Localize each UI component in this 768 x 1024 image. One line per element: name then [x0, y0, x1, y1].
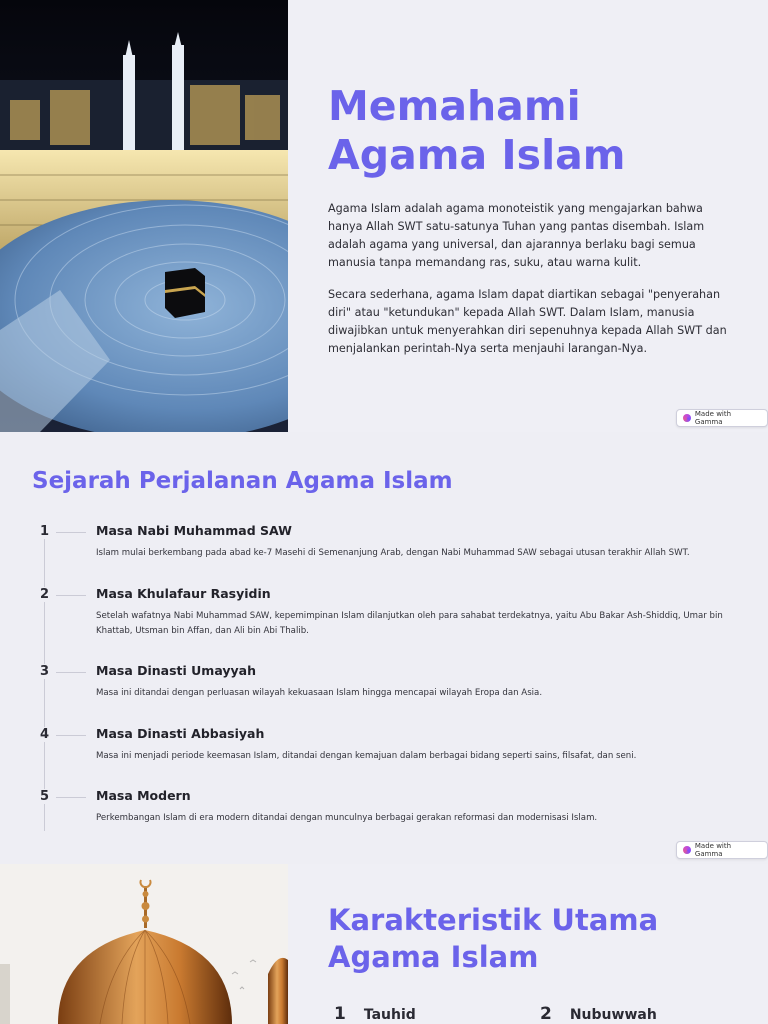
feature-item: [540, 1004, 657, 1024]
intro-body: [328, 200, 728, 358]
badge-label: Made with Gamma: [694, 842, 732, 858]
timeline-number: 1: [40, 524, 54, 539]
timeline-connector: [56, 532, 86, 533]
timeline-heading: Masa Nabi Muhammad SAW: [96, 523, 292, 538]
timeline-connector: [56, 735, 86, 736]
intro-paragraph-2: Secara sederhana, agama Islam dapat diartikan sebagai "penyerahan diri" atau "ketundukan" kepada Allah SWT. Dalam Islam, manusia diwajibkan untuk menyerahkan diri sepenuhnya kepada Allah SWT dan menjalankan perintah-Nya serta menjauhi larangan-Nya.: [328, 288, 727, 355]
section-title: Karakteristik Utama Agama Islam: [328, 903, 659, 974]
page-title: Memahami Agama Islam: [328, 82, 626, 179]
timeline-connector: [56, 672, 86, 673]
slide-characteristics: [0, 864, 768, 1024]
feature-number: 1: [334, 1004, 346, 1024]
timeline-text: Perkembangan Islam di era modern ditandai dengan munculnya berbagai gerakan reformasi dan modernisasi Islam.: [96, 813, 598, 823]
timeline-heading: Masa Dinasti Umayyah: [96, 663, 257, 678]
timeline-text: Masa ini ditandai dengan perluasan wilayah kekuasaan Islam hingga mencapai wilayah Eropa dan Asia.: [96, 688, 543, 698]
section-title: Sejarah Perjalanan Agama Islam: [32, 468, 453, 494]
timeline-connector: [56, 797, 86, 798]
mosque-dome-photo: [0, 864, 288, 1024]
gamma-logo-icon: [683, 846, 691, 854]
timeline-heading: Masa Modern: [96, 788, 191, 803]
timeline-heading: Masa Dinasti Abbasiyah: [96, 726, 265, 741]
timeline-connector: [56, 595, 86, 596]
slide-intro: [0, 0, 768, 432]
slide-history: [0, 432, 768, 864]
timeline-text: Masa ini menjadi periode keemasan Islam, ditandai dengan kemajuan dalam berbagai bidang seperti sains, filsafat, dan seni.: [96, 751, 637, 761]
gamma-logo-icon: [683, 414, 691, 422]
timeline-number: 4: [40, 727, 54, 742]
made-with-gamma-badge[interactable]: [676, 409, 768, 427]
feature-number: 2: [540, 1004, 552, 1024]
feature-item: [334, 1004, 416, 1024]
feature-label: Nubuwwah: [569, 1007, 657, 1023]
timeline-heading: Masa Khulafaur Rasyidin: [96, 586, 271, 601]
timeline-text: Islam mulai berkembang pada abad ke-7 Masehi di Semenanjung Arab, dengan Nabi Muhammad SAW sebagai utusan terakhir Allah SWT.: [96, 548, 690, 558]
timeline-number: 3: [40, 664, 54, 679]
intro-paragraph-1: Agama Islam adalah agama monoteistik yang mengajarkan bahwa hanya Allah SWT satu-satunya Tuhan yang pantas disembah. Islam adalah agama yang universal, dan ajarannya berlaku bagi semua manusia tanpa memandang ras, suku, atau warna kulit.: [328, 202, 705, 269]
timeline-number: 2: [40, 587, 54, 602]
badge-label: Made with Gamma: [694, 410, 732, 426]
feature-label: Tauhid: [363, 1007, 416, 1023]
timeline-number: 5: [40, 789, 54, 804]
made-with-gamma-badge[interactable]: [676, 841, 768, 859]
kaaba-photo: [0, 0, 288, 432]
timeline-text: Setelah wafatnya Nabi Muhammad SAW, kepemimpinan Islam dilanjutkan oleh para sahabat terdekatnya, yaitu Abu Bakar Ash-Shiddiq, Umar bin Khattab, Utsman bin Affan, dan Ali bin Abi Thalib.: [96, 611, 723, 636]
